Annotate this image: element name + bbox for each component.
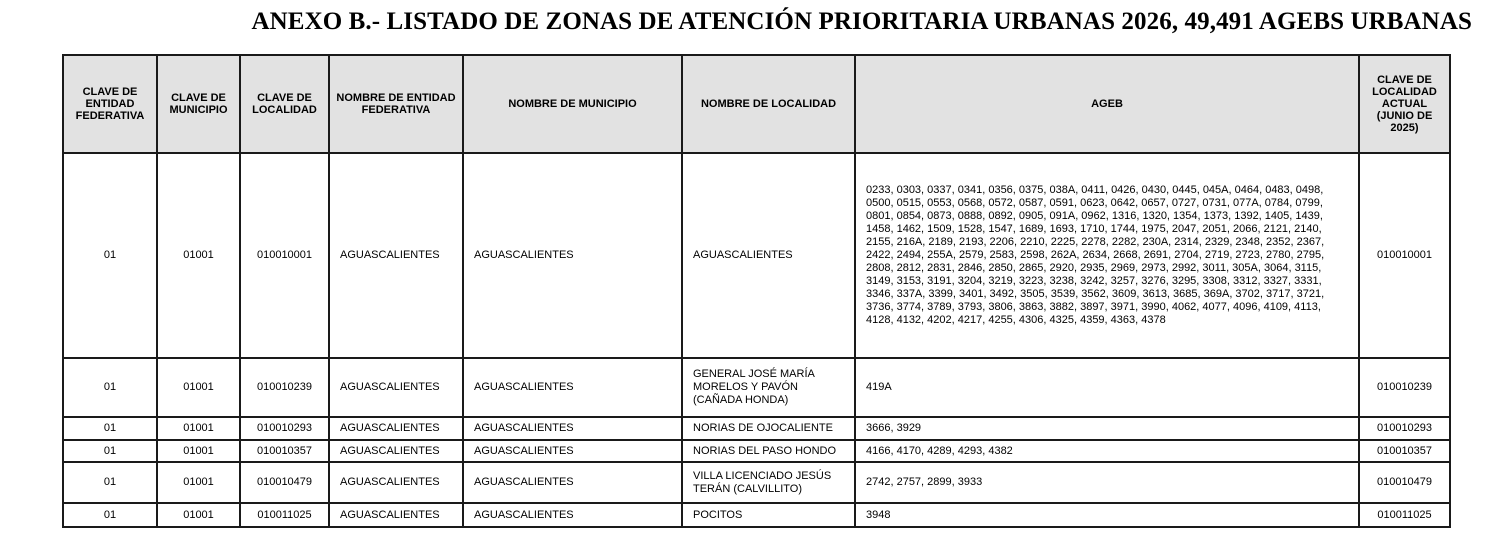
cell-clave-localidad-actual: 010011025 [1359, 503, 1450, 527]
cell-clave-localidad: 010010293 [240, 417, 329, 440]
cell-nombre-entidad: AGUASCALIENTES [329, 358, 463, 417]
cell-nombre-entidad: AGUASCALIENTES [329, 417, 463, 440]
cell-clave-localidad-actual: 010010357 [1359, 440, 1450, 462]
cell-nombre-entidad: AGUASCALIENTES [329, 440, 463, 462]
cell-clave-localidad-actual: 010010479 [1359, 462, 1450, 503]
cell-clave-entidad: 01 [63, 440, 157, 462]
cell-clave-localidad: 010011025 [240, 503, 329, 527]
header-nombre-entidad: NOMBRE DE ENTIDAD FEDERATIVA [329, 55, 463, 153]
cell-clave-localidad-actual: 010010001 [1359, 153, 1450, 358]
cell-clave-municipio: 01001 [157, 440, 240, 462]
cell-clave-municipio: 01001 [157, 417, 240, 440]
table-row [63, 462, 1450, 503]
cell-nombre-municipio: AGUASCALIENTES [463, 462, 682, 503]
cell-clave-localidad: 010010001 [240, 153, 329, 358]
cell-nombre-municipio: AGUASCALIENTES [463, 417, 682, 440]
cell-nombre-localidad: AGUASCALIENTES [682, 153, 855, 358]
header-ageb: AGEB [855, 55, 1359, 153]
header-nombre-localidad: NOMBRE DE LOCALIDAD [682, 55, 855, 153]
table-row [63, 503, 1450, 527]
cell-ageb: 4166, 4170, 4289, 4293, 4382 [855, 440, 1359, 462]
cell-clave-municipio: 01001 [157, 462, 240, 503]
cell-clave-localidad-actual: 010010239 [1359, 358, 1450, 417]
cell-clave-entidad: 01 [63, 462, 157, 503]
cell-ageb: 0233, 0303, 0337, 0341, 0356, 0375, 038A, 0411, 0426, 0430, 0445, 045A, 0464, 0483, 0498, 0500, 0515, 0553, 0568, 0572, 0587, 0591, 0623, 0642, 0657, 0727, 0731, 077A, 0784, 0799, 0801, 0854, 0873, 0888, 0892, 0905, 091A, 0962, 1316, 1320, 1354, 1373, 1392, 1405, 1439, 1458, 1462, 1509, 1528, 1547, 1689, 1693, 1710, 1744, 1975, 2047, 2051, 2066, 2121, 2140, 2155, 216A, 2189, 2193, 2206, 2210, 2225, 2278, 2282, 230A, 2314, 2329, 2348, 2352, 2367, 2422, 2494, 255A, 2579, 2583, 2598, 262A, 2634, 2668, 2691, 2704, 2719, 2723, 2780, 2795, 2808, 2812, 2831, 2846, 2850, 2865, 2920, 2935, 2969, 2973, 2992, 3011, 305A, 3064, 3115, 3149, 3153, 3191, 3204, 3219, 3223, 3238, 3242, 3257, 3276, 3295, 3308, 3312, 3327, 3331, 3346, 337A, 3399, 3401, 3492, 3505, 3539, 3562, 3609, 3613, 3685, 369A, 3702, 3717, 3721, 3736, 3774, 3789, 3793, 3806, 3863, 3882, 3897, 3971, 3990, 4062, 4077, 4096, 4109, 4113, 4128, 4132, 4202, 4217, 4255, 4306, 4325, 4359, 4363, 4378 [855, 153, 1359, 358]
cell-clave-localidad-actual: 010010293 [1359, 417, 1450, 440]
cell-nombre-entidad: AGUASCALIENTES [329, 462, 463, 503]
header-clave-localidad: CLAVE DE LOCALIDAD [240, 55, 329, 153]
cell-nombre-localidad: NORIAS DEL PASO HONDO [682, 440, 855, 462]
header-nombre-municipio: NOMBRE DE MUNICIPIO [463, 55, 682, 153]
cell-nombre-municipio: AGUASCALIENTES [463, 503, 682, 527]
cell-clave-entidad: 01 [63, 417, 157, 440]
cell-nombre-localidad: NORIAS DE OJOCALIENTE [682, 417, 855, 440]
table-row [63, 153, 1450, 358]
cell-nombre-localidad: POCITOS [682, 503, 855, 527]
cell-ageb: 2742, 2757, 2899, 3933 [855, 462, 1359, 503]
table-row [63, 440, 1450, 462]
cell-clave-entidad: 01 [63, 503, 157, 527]
header-clave-entidad: CLAVE DE ENTIDAD FEDERATIVA [63, 55, 157, 153]
table-row [63, 358, 1450, 417]
cell-clave-entidad: 01 [63, 153, 157, 358]
cell-clave-municipio: 01001 [157, 503, 240, 527]
cell-clave-entidad: 01 [63, 358, 157, 417]
cell-nombre-municipio: AGUASCALIENTES [463, 358, 682, 417]
table-header-row [63, 55, 1450, 153]
cell-nombre-municipio: AGUASCALIENTES [463, 440, 682, 462]
cell-clave-localidad: 010010239 [240, 358, 329, 417]
zap-urban-table [62, 54, 1451, 528]
cell-clave-municipio: 01001 [157, 153, 240, 358]
cell-clave-municipio: 01001 [157, 358, 240, 417]
cell-ageb: 3948 [855, 503, 1359, 527]
header-clave-municipio: CLAVE DE MUNICIPIO [157, 55, 240, 153]
cell-nombre-entidad: AGUASCALIENTES [329, 503, 463, 527]
cell-nombre-localidad: VILLA LICENCIADO JESÚS TERÁN (CALVILLITO) [682, 462, 855, 503]
cell-clave-localidad: 010010479 [240, 462, 329, 503]
cell-ageb: 3666, 3929 [855, 417, 1359, 440]
page-title: ANEXO B.- LISTADO DE ZONAS DE ATENCIÓN PRIORITARIA URBANAS 2026, 49,491 AGEBS URBANAS [251, 8, 1472, 35]
cell-ageb: 419A [855, 358, 1359, 417]
cell-nombre-entidad: AGUASCALIENTES [329, 153, 463, 358]
cell-clave-localidad: 010010357 [240, 440, 329, 462]
cell-nombre-municipio: AGUASCALIENTES [463, 153, 682, 358]
table-row [63, 417, 1450, 440]
header-clave-localidad-actual: CLAVE DE LOCALIDAD ACTUAL (JUNIO DE 2025) [1359, 55, 1450, 153]
cell-nombre-localidad: GENERAL JOSÉ MARÍA MORELOS Y PAVÓN (CAÑADA HONDA) [682, 358, 855, 417]
